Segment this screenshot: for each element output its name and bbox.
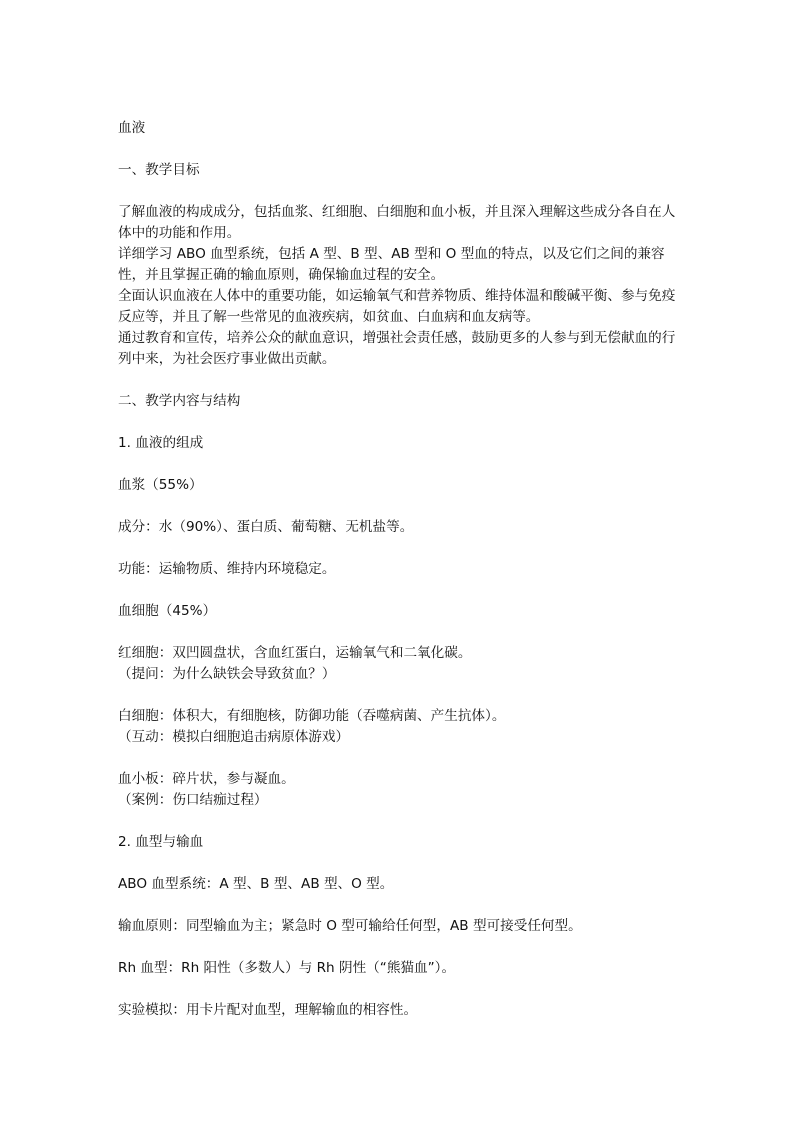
- rh-blood-type: Rh 血型：Rh 阳性（多数人）与 Rh 阴性（“熊猫血”）。: [118, 960, 456, 976]
- goal-paragraph: 详细学习 ABO 血型系统，包括 A 型、B 型、AB 型和 O 型血的特点，以及它们之间的兼容性，并且掌握正确的输血原则，确保输血过程的安全。: [118, 246, 665, 283]
- experiment-simulation: 实验模拟：用卡片配对血型，理解输血的相容性。: [118, 1002, 418, 1018]
- white-blood-cell: 白细胞：体积大，有细胞核，防御功能（吞噬病菌、产生抗体）。: [118, 708, 506, 724]
- goal-paragraph: 通过教育和宣传，培养公众的献血意识，增强社会责任感，鼓励更多的人参与到无偿献血的行列中来，为社会医疗事业做出贡献。: [118, 330, 676, 367]
- white-blood-cell-note: （互动：模拟白细胞追击病原体游戏）: [118, 729, 350, 745]
- platelet-note: （案例：伤口结痂过程）: [118, 792, 268, 808]
- blood-cells-heading: 血细胞（45%）: [118, 603, 217, 619]
- red-blood-cell: 红细胞：双凹圆盘状，含血红蛋白，运输氧气和二氧化碳。: [118, 645, 472, 661]
- plasma-heading: 血浆（55%）: [118, 477, 203, 493]
- subsection-heading-composition: 1. 血液的组成: [118, 435, 204, 451]
- transfusion-principle: 输血原则：同型输血为主；紧急时 O 型可输给任何型，AB 型可接受任何型。: [118, 918, 582, 934]
- subsection-heading-blood-type: 2. 血型与输血: [118, 834, 204, 850]
- section-heading-content: 二、教学内容与结构: [118, 393, 241, 409]
- plasma-components: 成分：水（90%）、蛋白质、葡萄糖、无机盐等。: [118, 519, 414, 535]
- plasma-function: 功能：运输物质、维持内环境稳定。: [118, 561, 336, 577]
- platelet: 血小板：碎片状，参与凝血。: [118, 771, 295, 787]
- document-title: 血液: [118, 120, 146, 136]
- document-page: [118, 118, 678, 1021]
- section-heading-goals: 一、教学目标: [118, 162, 200, 178]
- red-blood-cell-note: （提问：为什么缺铁会导致贫血？）: [118, 666, 336, 682]
- goal-paragraph: 了解血液的构成成分，包括血浆、红细胞、白细胞和血小板，并且深入理解这些成分各自在人体中的功能和作用。: [118, 204, 676, 241]
- goal-paragraph: 全面认识血液在人体中的重要功能，如运输氧气和营养物质、维持体温和酸碱平衡、参与免疫反应等，并且了解一些常见的血液疾病，如贫血、白血病和血友病等。: [118, 288, 676, 325]
- abo-system: ABO 血型系统：A 型、B 型、AB 型、O 型。: [118, 876, 394, 892]
